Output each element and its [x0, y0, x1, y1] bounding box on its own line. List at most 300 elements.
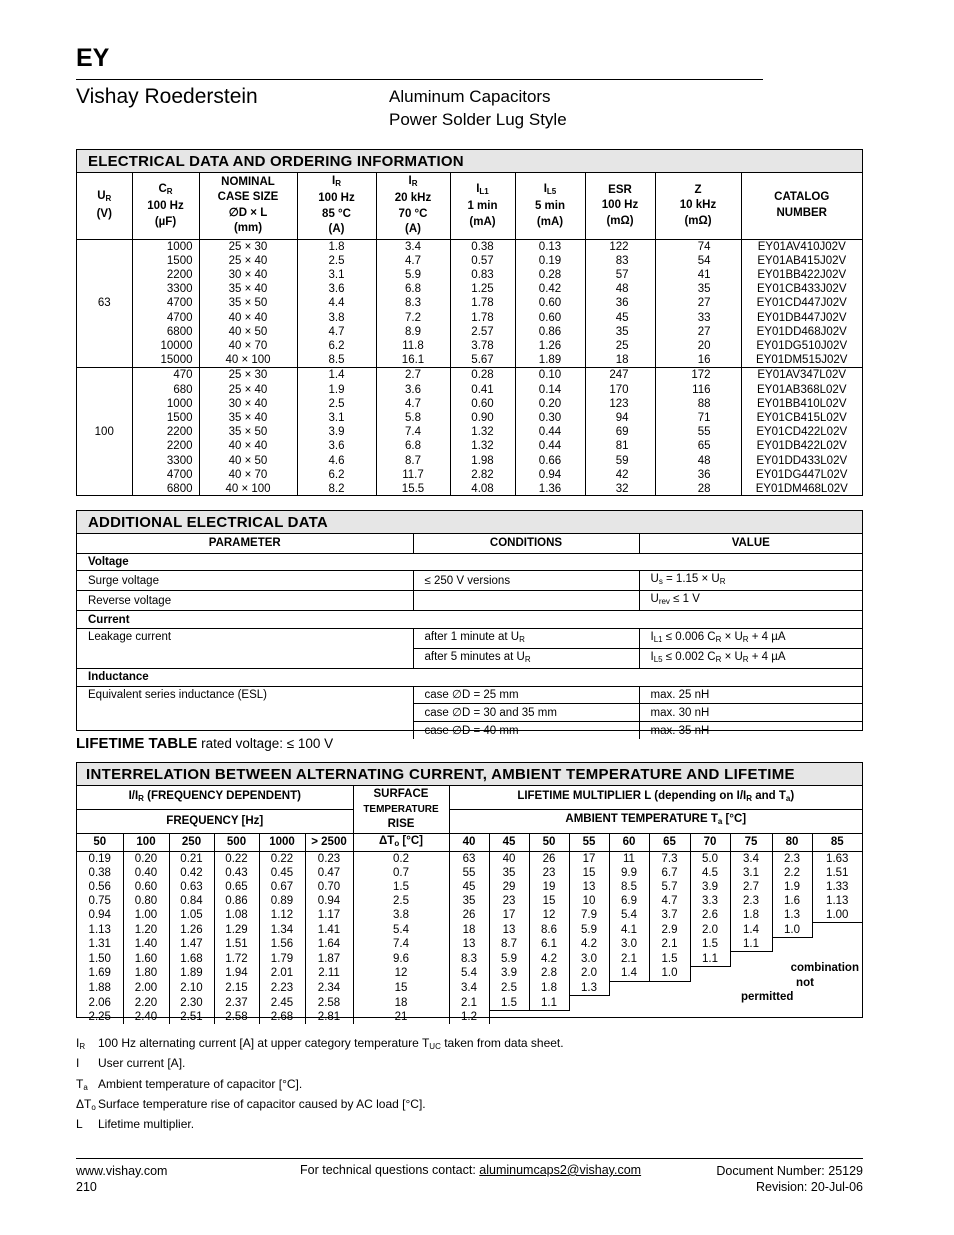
cell-cat: EY01BB422J02V	[757, 268, 847, 281]
cell: 1.50	[77, 952, 123, 967]
cell: 2.58	[214, 1010, 259, 1024]
cell: 2.37	[214, 996, 259, 1011]
freq-3: 500	[214, 833, 259, 851]
cell: 6.7	[649, 866, 690, 880]
val-reverse: $U_{rev} \le 1$ V	[639, 591, 862, 611]
col-il5: $I_{L5}$ 5 min (mA)	[515, 173, 585, 239]
note-symbol: I	[76, 1056, 80, 1071]
cell-case: 40 × 70	[228, 339, 268, 352]
cell-esr: 123	[609, 397, 629, 410]
note-symbol: $\Delta T_o$	[76, 1096, 96, 1112]
cell: 3.7	[649, 908, 690, 923]
cell: 0.56	[77, 880, 123, 894]
cell-esr: 18	[615, 354, 629, 367]
cell-il5: 0.13	[538, 240, 562, 253]
cell-z: 88	[697, 397, 711, 410]
cell: 23	[529, 866, 569, 880]
cell: 0.75	[77, 894, 123, 908]
cell: 0.40	[123, 866, 169, 880]
cell: 2.00	[123, 981, 169, 996]
cell: 0.2	[353, 851, 449, 866]
cell	[649, 996, 690, 1011]
cell-cr: 4700	[166, 297, 193, 310]
cell: 63	[449, 851, 489, 866]
cell: 45	[449, 880, 489, 894]
table-row	[77, 880, 862, 894]
group-current: Current	[77, 611, 862, 629]
cell: 2.30	[169, 996, 214, 1011]
ur-value: 63	[77, 239, 132, 368]
cell: 1.05	[169, 908, 214, 923]
cell-il1: 0.41	[471, 383, 494, 396]
cell: 1.9	[772, 880, 812, 894]
cell: 1.3	[772, 908, 812, 923]
cell: 35	[449, 894, 489, 908]
cell-il1: 5.67	[471, 354, 494, 367]
col-z-values	[655, 239, 741, 368]
cell-esr: 69	[615, 426, 629, 439]
contact-email-link[interactable]: aluminumcaps2@vishay.com	[479, 1163, 642, 1177]
cell-il5: 0.86	[538, 325, 562, 338]
head-current-ratio: $I/I_R$ (FREQUENCY DEPENDENT)	[77, 786, 353, 809]
cell-ir20k: 11.8	[402, 339, 424, 352]
note-item	[76, 1077, 863, 1097]
cell: 3.8	[353, 908, 449, 923]
cell: 18	[353, 996, 449, 1011]
cell-ir100: 3.1	[328, 411, 345, 424]
cell-cat: EY01DD468J02V	[756, 325, 847, 338]
cell: 1.00	[123, 908, 169, 923]
cond-surge: ≤ 250 V versions	[413, 571, 639, 591]
cell: 3.0	[609, 937, 649, 952]
cell-case: 40 × 50	[228, 325, 268, 338]
cell-ir100: 8.5	[328, 354, 345, 367]
cell-ir20k: 8.7	[405, 454, 421, 467]
cell: 19	[529, 880, 569, 894]
cell: 1.88	[77, 981, 123, 996]
cell-cat: EY01BB410L02V	[756, 397, 847, 410]
cell: 1.5	[353, 880, 449, 894]
cell: 5.9	[569, 923, 609, 938]
cell	[690, 966, 730, 981]
freq-0: 50	[77, 833, 123, 851]
cell-cat: EY01DM515J02V	[756, 354, 848, 367]
cell-cat: EY01CD422L02V	[756, 426, 848, 439]
cell-il1: 4.08	[471, 482, 494, 495]
note-item	[76, 1097, 863, 1117]
interrelation-title: INTERRELATION BETWEEN ALTERNATING CURRENT, AMBIENT TEMPERATURE AND LIFETIME	[77, 763, 862, 786]
cell-il1: 0.28	[471, 369, 494, 382]
cell: 0.80	[123, 894, 169, 908]
cell-cat: EY01CB433J02V	[756, 283, 847, 296]
cell: 4.2	[569, 937, 609, 952]
cell: 5.9	[489, 952, 529, 967]
cell: 12	[529, 908, 569, 923]
footer-right	[716, 1163, 863, 1195]
cell	[569, 1010, 609, 1024]
col-esr-values	[585, 239, 655, 368]
cell-il1: 1.78	[471, 297, 494, 310]
cell: 2.23	[259, 981, 305, 996]
cell: 0.94	[77, 908, 123, 923]
cell: 6.1	[529, 937, 569, 952]
interrelation-box	[76, 762, 863, 1024]
val-surge: $U_s = 1.15 \times U_R$	[639, 571, 862, 591]
cell: 1.89	[169, 966, 214, 981]
cell-ir20k: 7.2	[405, 311, 421, 324]
cell: 5.7	[649, 880, 690, 894]
cell-z: 41	[697, 268, 711, 281]
cell: 6.9	[609, 894, 649, 908]
cell: 2.1	[609, 952, 649, 967]
cell-ir100: 3.6	[328, 440, 345, 453]
cell: 2.8	[529, 966, 569, 981]
cell-esr: 32	[615, 482, 629, 495]
cell-cat: EY01AB415J02V	[757, 254, 847, 267]
head-frequency: FREQUENCY [Hz]	[77, 809, 353, 833]
cell: 2.58	[305, 996, 353, 1011]
cell-ir100: 2.5	[328, 397, 345, 410]
cell-z: 172	[691, 369, 711, 382]
cell: 2.20	[123, 996, 169, 1011]
freq-4: 1000	[259, 833, 305, 851]
cell-il1: 0.60	[471, 397, 494, 410]
table-row	[77, 923, 862, 938]
cell-cat: EY01AB368L02V	[756, 383, 847, 396]
cell-z: 36	[697, 468, 711, 481]
cell: 1.94	[214, 966, 259, 981]
cell: 11	[609, 851, 649, 866]
cell-ir100: 1.9	[328, 383, 345, 396]
note-text: Lifetime multiplier.	[98, 1117, 195, 1132]
cell: 10	[569, 894, 609, 908]
cell-case: 35 × 40	[228, 411, 268, 424]
cell-esr: 36	[615, 297, 629, 310]
cell: 1.4	[609, 966, 649, 981]
table-row	[77, 866, 862, 880]
cell-ir100: 4.4	[328, 297, 345, 310]
cell-ir20k: 8.9	[405, 325, 421, 338]
cell: 2.68	[259, 1010, 305, 1024]
col-ir20k-values	[376, 239, 450, 368]
cell: 8.3	[449, 952, 489, 967]
col-ir100-values	[297, 239, 376, 368]
cell: 1.13	[812, 894, 862, 908]
cell-il5: 0.44	[538, 440, 562, 453]
cell: 0.22	[214, 851, 259, 866]
cell: 1.4	[730, 923, 772, 938]
cell-ir20k: 8.3	[405, 297, 421, 310]
cell-il1: 0.57	[471, 254, 494, 267]
cell: 2.15	[214, 981, 259, 996]
cell-il1: 3.78	[471, 339, 494, 352]
cell-cr: 1000	[166, 397, 193, 410]
param-surge: Surge voltage	[77, 571, 413, 591]
col-cr: $C_R$ 100 Hz (µF)	[132, 173, 199, 239]
col-il1-values	[450, 239, 515, 368]
temp-4: 60	[609, 833, 649, 851]
cell-esr: 170	[609, 383, 629, 396]
param-esl: Equivalent series inductance (ESL)	[77, 686, 413, 739]
cell: 1.0	[649, 966, 690, 981]
cell-cr: 1500	[166, 411, 193, 424]
col-esr-values	[585, 368, 655, 496]
cell: 1.40	[123, 937, 169, 952]
head-ambient: AMBIENT TEMPERATURE $T_a$ [°C]	[449, 809, 862, 833]
cell-il5: 1.36	[538, 482, 562, 495]
cell-il1: 0.38	[471, 240, 494, 253]
temp-3: 55	[569, 833, 609, 851]
cell-ir20k: 16.1	[401, 354, 425, 367]
cell	[812, 923, 862, 938]
table-row	[77, 1010, 862, 1024]
cell: 2.34	[305, 981, 353, 996]
col-cr-values	[132, 368, 199, 496]
cell: 1.0	[772, 923, 812, 938]
electrical-data-title: ELECTRICAL DATA AND ORDERING INFORMATION	[77, 150, 862, 173]
table-row	[77, 894, 862, 908]
cell-cr: 1000	[166, 240, 193, 253]
table-row	[77, 937, 862, 952]
cell: 2.81	[305, 1010, 353, 1024]
electrical-data-box	[76, 149, 863, 496]
cell: 13	[489, 923, 529, 938]
cell: 3.1	[730, 866, 772, 880]
cell-z: 55	[697, 426, 711, 439]
cell	[649, 981, 690, 996]
cell-z: 27	[697, 325, 711, 338]
cell: 13	[449, 937, 489, 952]
cell: 5.0	[690, 851, 730, 866]
cell: 2.10	[169, 981, 214, 996]
cell: 5.4	[609, 908, 649, 923]
cell: 4.5	[690, 866, 730, 880]
cell-esr: 83	[615, 254, 629, 267]
ur-value: 100	[77, 368, 132, 496]
cell: 1.1	[529, 996, 569, 1011]
cell-case: 25 × 40	[228, 254, 268, 267]
cell-esr: 122	[609, 240, 629, 253]
cell	[812, 937, 862, 952]
cell: 1.26	[169, 923, 214, 938]
cell: 1.41	[305, 923, 353, 938]
cond-leak-5: after 5 minutes at $U_R$	[413, 648, 639, 668]
col-cat-values	[741, 368, 862, 496]
temp-2: 50	[529, 833, 569, 851]
cell-esr: 42	[615, 468, 629, 481]
cell: 35	[489, 866, 529, 880]
cell-il1: 2.57	[471, 325, 494, 338]
cell: 7.4	[353, 937, 449, 952]
cell-cr: 6800	[166, 482, 193, 495]
revision: Revision: 20-Jul-06	[756, 1180, 863, 1194]
cell-cr: 470	[173, 369, 193, 382]
cell: 0.84	[169, 894, 214, 908]
head-delta-t: $\Delta T_o$ [°C]	[353, 833, 449, 851]
col-cr-values	[132, 239, 199, 368]
col-ir20k-values	[376, 368, 450, 496]
cell-z: 65	[697, 440, 711, 453]
cell: 1.2	[449, 1010, 489, 1024]
cell: 12	[353, 966, 449, 981]
cell: 9.9	[609, 866, 649, 880]
temp-1: 45	[489, 833, 529, 851]
cell: 4.1	[609, 923, 649, 938]
param-reverse: Reverse voltage	[77, 591, 413, 611]
cell: 1.1	[690, 952, 730, 967]
cell: 0.60	[123, 880, 169, 894]
cell-esr: 247	[609, 369, 629, 382]
cell-cr: 6800	[166, 325, 193, 338]
cell	[489, 1010, 529, 1024]
cell-ir20k: 3.4	[405, 240, 421, 253]
cell: 1.63	[812, 851, 862, 866]
table-row	[77, 851, 862, 866]
cell: 13	[569, 880, 609, 894]
cell-ir100: 3.8	[328, 311, 345, 324]
cell	[812, 1010, 862, 1024]
cell: 15	[353, 981, 449, 996]
group-voltage: Voltage	[77, 553, 862, 571]
cell-case: 40 × 100	[225, 354, 271, 367]
temp-0: 40	[449, 833, 489, 851]
cell-ir20k: 4.7	[405, 254, 421, 267]
cell: 0.70	[305, 880, 353, 894]
cell	[529, 1010, 569, 1024]
freq-1: 100	[123, 833, 169, 851]
cell-z: 35	[697, 283, 711, 296]
cell: 1.51	[214, 937, 259, 952]
cell-z: 33	[697, 311, 711, 324]
col-case-values	[199, 239, 297, 368]
cell-z: 48	[697, 454, 711, 467]
cell: 1.5	[649, 952, 690, 967]
cell: 3.0	[569, 952, 609, 967]
cell: 1.3	[569, 981, 609, 996]
cell: 5.4	[449, 966, 489, 981]
cell-case: 35 × 50	[228, 426, 268, 439]
cell: 1.56	[259, 937, 305, 952]
cell: 1.72	[214, 952, 259, 967]
cell: 1.5	[489, 996, 529, 1011]
cell-z: 16	[697, 354, 711, 367]
cell-il5: 0.66	[538, 454, 562, 467]
product-subtitle: Aluminum Capacitors Power Solder Lug Style	[389, 87, 567, 129]
cell-ir100: 3.1	[328, 268, 345, 281]
cell: 18	[449, 923, 489, 938]
cell: 1.69	[77, 966, 123, 981]
col-il1-values	[450, 368, 515, 496]
cell: 2.5	[489, 981, 529, 996]
col-il5-values	[515, 368, 585, 496]
cell: 2.40	[123, 1010, 169, 1024]
col-esr: ESR 100 Hz (mΩ)	[585, 173, 655, 239]
cell	[772, 937, 812, 952]
cell-ir100: 4.7	[328, 325, 345, 338]
val-esl-2: max. 30 nH	[639, 704, 862, 722]
col-case-values	[199, 368, 297, 496]
cell-cat: EY01AV410J02V	[757, 240, 846, 253]
temp-9: 85	[812, 833, 862, 851]
val-leak-1: $I_{L1} \le 0.006$ $C_R \times U_R + 4$ µA	[639, 628, 862, 648]
cell: 2.45	[259, 996, 305, 1011]
cell-cat: EY01DD433L02V	[756, 454, 848, 467]
cell-il1: 1.78	[471, 311, 494, 324]
cell	[690, 981, 730, 996]
note-symbol: L	[76, 1117, 83, 1132]
cell-il1: 0.90	[471, 411, 494, 424]
head-value: VALUE	[639, 534, 862, 553]
cell-cr: 2200	[166, 268, 193, 281]
cell	[690, 1010, 730, 1024]
cell	[569, 996, 609, 1011]
footer-left	[76, 1163, 167, 1195]
page-number: 210	[76, 1180, 97, 1194]
temp-6: 70	[690, 833, 730, 851]
cond-esl-2: case ∅D = 30 and 35 mm	[413, 704, 639, 722]
cell: 1.8	[730, 908, 772, 923]
header-rule	[76, 79, 763, 80]
cell: 1.33	[812, 880, 862, 894]
cell: 3.9	[489, 966, 529, 981]
cell-ir100: 1.4	[328, 369, 345, 382]
cell: 0.19	[77, 851, 123, 866]
cell-il1: 1.32	[471, 440, 494, 453]
cell: 2.3	[772, 851, 812, 866]
head-parameter: PARAMETER	[77, 534, 413, 553]
combination-not-permitted: combination not permitted	[741, 962, 859, 1003]
col-ir100: $I_R$ 100 Hz 85 °C (A)	[297, 173, 376, 239]
cell-cr: 2200	[166, 440, 193, 453]
cell: 0.67	[259, 880, 305, 894]
cell: 1.17	[305, 908, 353, 923]
col-case: NOMINAL CASE SIZE ∅D × L (mm)	[199, 173, 297, 239]
cell: 2.7	[730, 880, 772, 894]
cell-il5: 0.60	[538, 311, 562, 324]
col-il5-values	[515, 239, 585, 368]
group-inductance: Inductance	[77, 668, 862, 686]
cell-cr: 2200	[166, 426, 193, 439]
cell-z: 116	[692, 383, 711, 396]
cell: 2.6	[690, 908, 730, 923]
cell: 2.25	[77, 1010, 123, 1024]
cell: 26	[529, 851, 569, 866]
cell-il1: 1.98	[471, 454, 494, 467]
cell-esr: 48	[615, 283, 629, 296]
note-text: User current [A].	[98, 1056, 186, 1071]
cell: 0.22	[259, 851, 305, 866]
site-link[interactable]: www.vishay.com	[76, 1164, 168, 1178]
cell-il5: 0.60	[538, 297, 562, 310]
cell: 0.7	[353, 866, 449, 880]
cell-cr: 4700	[166, 311, 193, 324]
cell-il1: 2.82	[471, 468, 494, 481]
note-text: Surface temperature rise of capacitor caused by AC load [°C].	[98, 1096, 426, 1111]
cell: 1.20	[123, 923, 169, 938]
cell: 2.3	[730, 894, 772, 908]
cell-esr: 25	[615, 339, 629, 352]
cell-ir20k: 2.7	[405, 369, 421, 382]
cell-il5: 0.28	[538, 268, 562, 281]
cond-leak-1: after 1 minute at $U_R$	[413, 628, 639, 648]
cell: 0.47	[305, 866, 353, 880]
cell-cr: 3300	[166, 283, 193, 296]
cell-case: 30 × 40	[228, 268, 268, 281]
cell: 9.6	[353, 952, 449, 967]
note-symbol: $I_R$	[76, 1036, 86, 1051]
cell: 2.1	[649, 937, 690, 952]
cell: 15	[529, 894, 569, 908]
